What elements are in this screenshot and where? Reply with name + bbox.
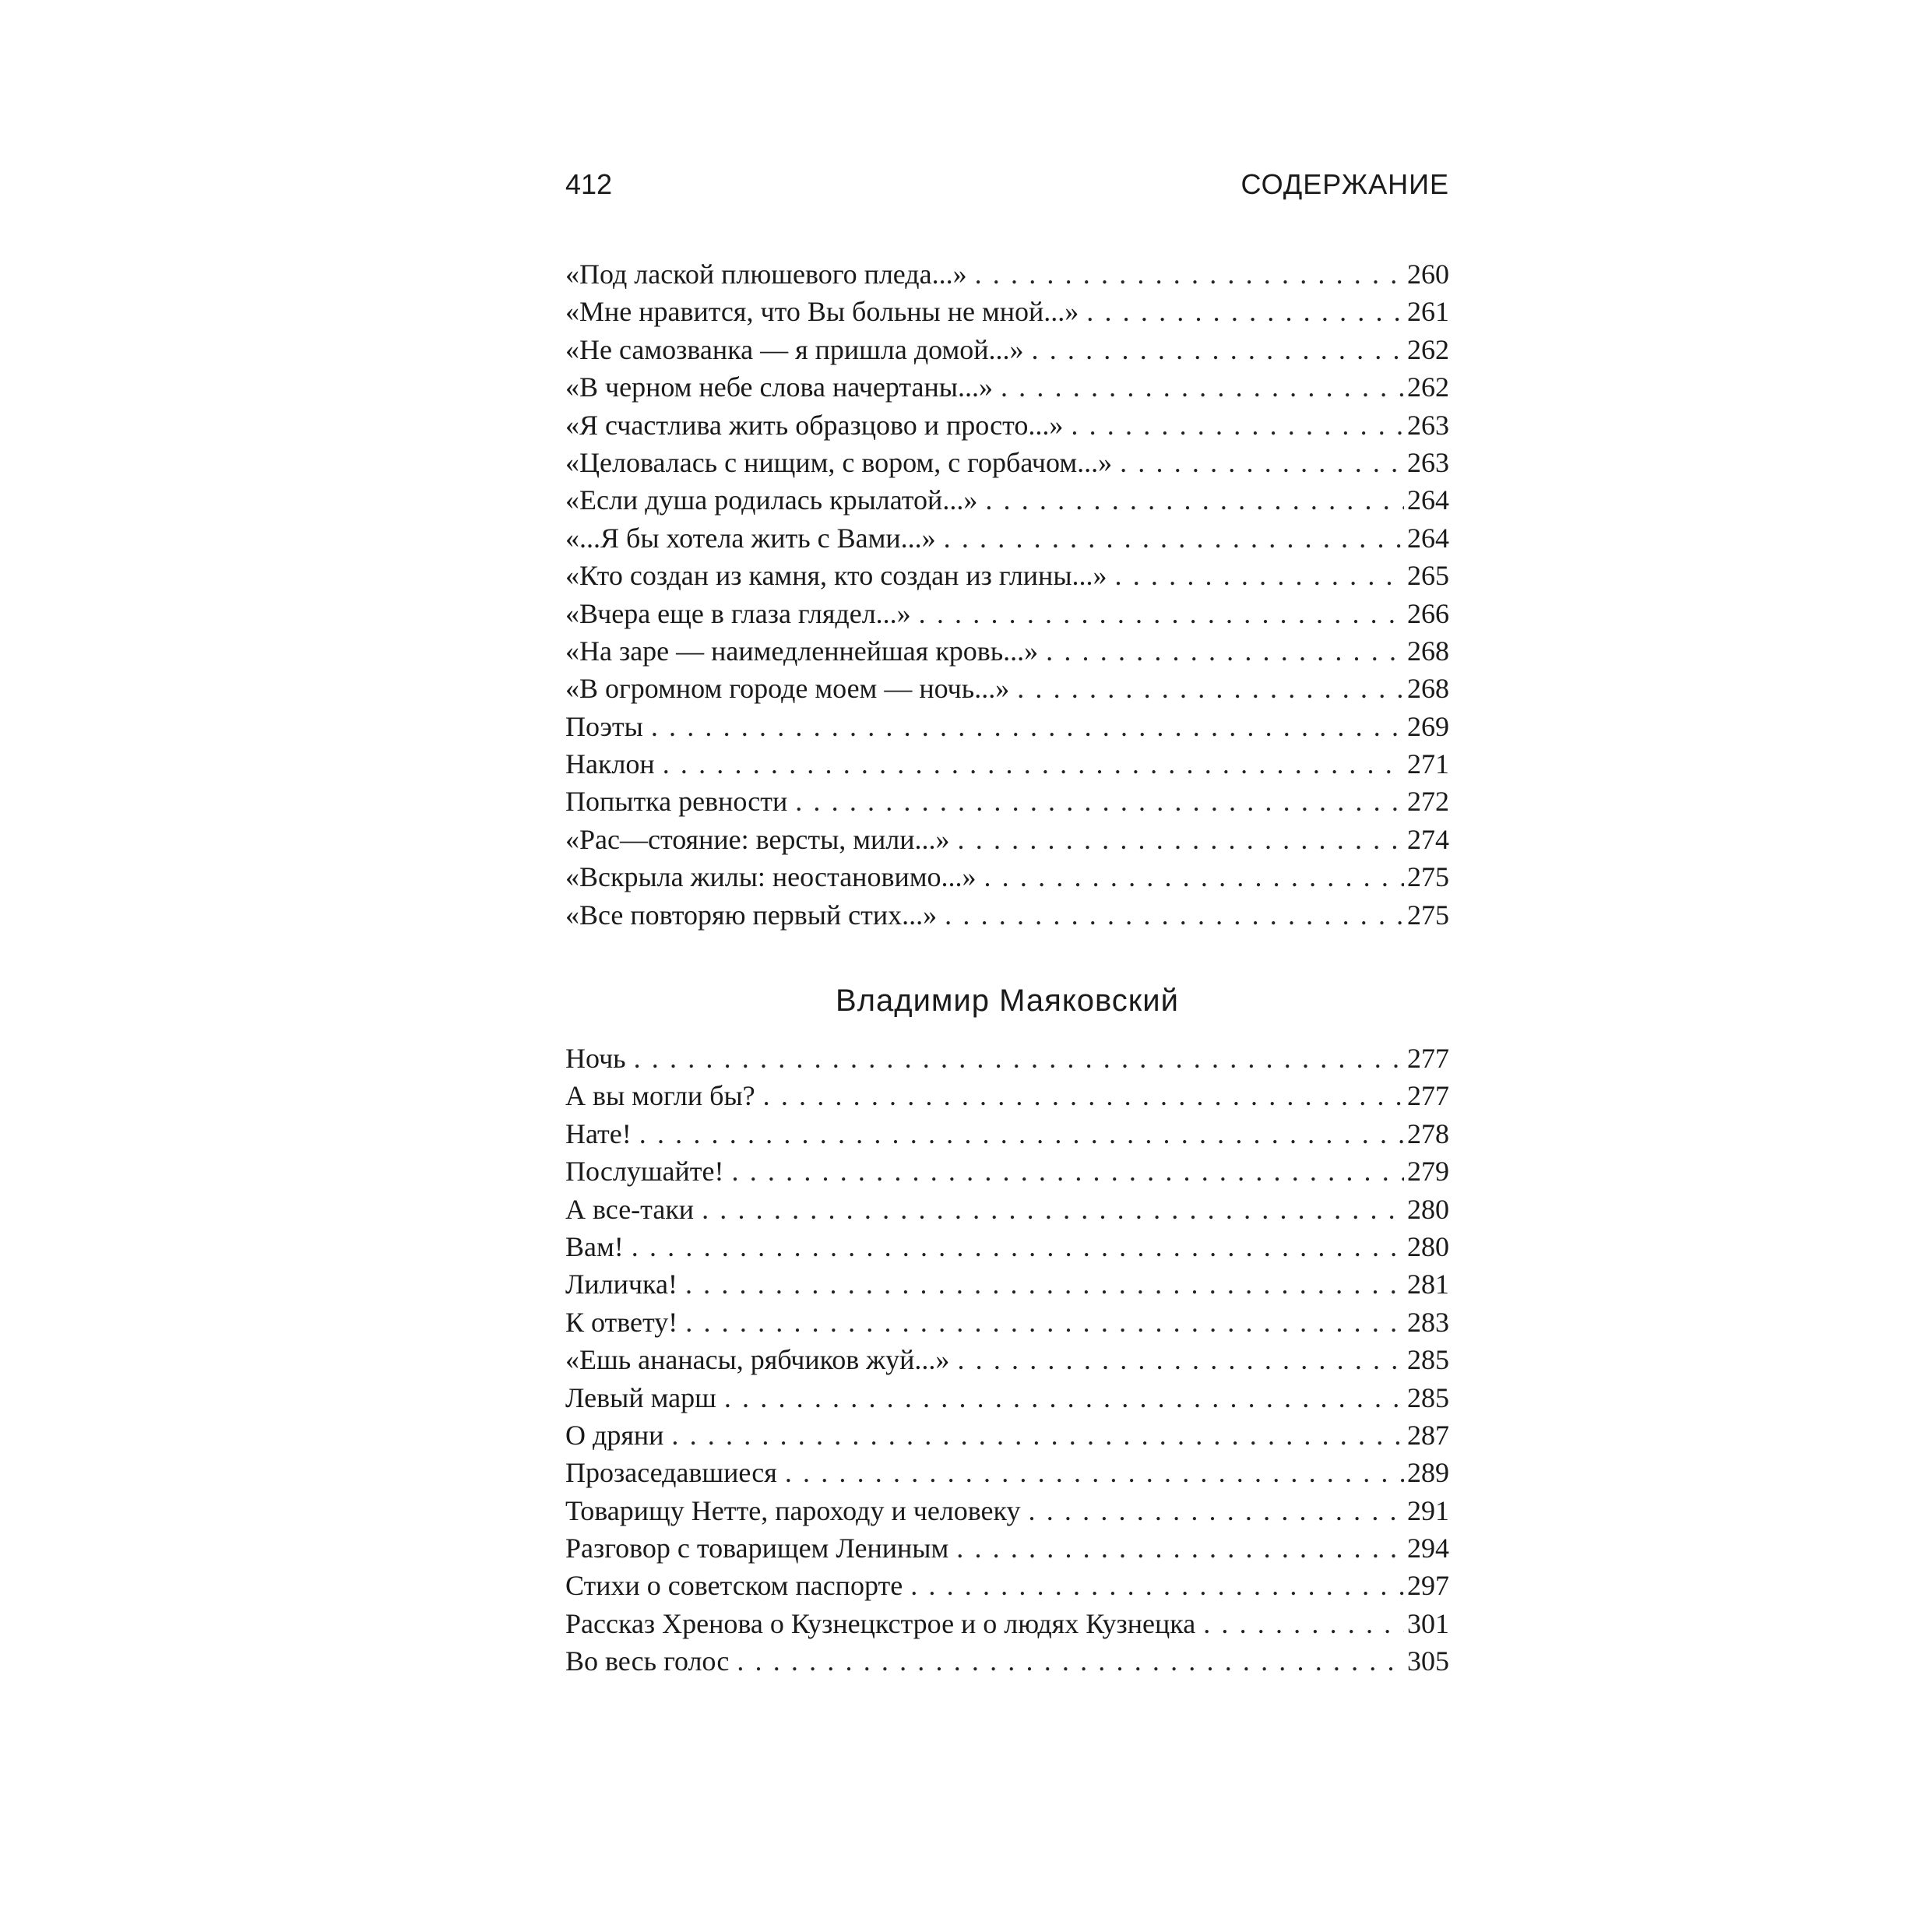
toc-entry-title: Рассказ Хренова о Кузнецкстрое и о людях Кузнецка [565,1607,1196,1639]
toc-entry-page: 281 [1407,1269,1449,1300]
page-number: 412 [565,168,613,200]
toc-entry-title: О дряни [565,1419,664,1451]
toc-entry-title: Поэты [565,710,643,742]
toc-entry-title: Послушайте! [565,1156,724,1188]
toc-entry [565,708,1449,745]
toc-entry [565,783,1449,820]
toc-entry-page: 277 [1407,1043,1449,1074]
toc-entry [565,1341,1449,1378]
toc-entry-title: «Целовалась с нищим, с вором, с горбачом...» [565,446,1113,478]
toc-entry-title: Левый марш [565,1381,716,1413]
dot-leader [785,1454,1404,1491]
dot-leader [795,783,1404,820]
dot-leader [1046,632,1404,670]
dot-leader [1120,444,1404,481]
toc-entry-title: «Я счастлива жить образцово и просто...» [565,409,1064,441]
dot-leader [1029,1492,1404,1529]
toc-entry-title: Попытка ревности [565,786,788,818]
toc-entry-title: Товарищу Нетте, пароходу и человеку [565,1494,1021,1526]
toc-entry-page: 280 [1407,1230,1449,1262]
toc-entry [565,1605,1449,1642]
dot-leader [958,821,1404,858]
toc-entry [565,1379,1449,1416]
toc-entry-page: 263 [1407,446,1449,478]
toc-entry [565,1416,1449,1454]
toc-entry-title: К ответу! [565,1306,678,1338]
toc-entry-page: 262 [1407,333,1449,365]
toc-entry-title: А все-таки [565,1193,695,1225]
toc-entry-title: Нате! [565,1117,632,1149]
toc-entry [565,858,1449,896]
dot-leader [639,1115,1404,1153]
dot-leader [685,1304,1404,1341]
toc-entry-title: «...Я бы хотела жить с Вами...» [565,522,936,554]
toc-entry [565,595,1449,632]
toc-entry [565,255,1449,293]
dot-leader [702,1191,1404,1228]
toc-entry [565,1077,1449,1114]
toc-entry-title: «Если душа родилась крылатой...» [565,484,978,516]
dot-leader [651,708,1404,745]
toc-entry-title: «В черном небе слова начертаны...» [565,371,993,403]
toc-entry-page: 283 [1407,1306,1449,1338]
dot-leader [945,896,1404,934]
toc-entry-page: 275 [1407,899,1449,931]
toc-entry-title: Вам! [565,1230,624,1262]
toc-entry [565,1567,1449,1604]
toc-entry [565,1228,1449,1265]
toc-entry-page: 275 [1407,861,1449,893]
dot-leader [1001,368,1404,406]
toc-entry [565,1153,1449,1190]
toc-entry-title: Разговор с товарищем Лениным [565,1533,949,1564]
dot-leader [910,1567,1404,1604]
toc-entry [565,1529,1449,1567]
toc-entry [565,745,1449,783]
toc-entry-title: «В огромном городе моем — ночь...» [565,673,1010,705]
dot-leader [1203,1605,1404,1642]
toc-entry [565,1492,1449,1529]
dot-leader [671,1416,1404,1454]
toc-entry [565,1304,1449,1341]
toc-entry-title: «Кто создан из камня, кто создан из глины...» [565,560,1107,592]
toc-entry-page: 305 [1407,1645,1449,1677]
toc-entry-page: 264 [1407,522,1449,554]
toc-entry [565,1454,1449,1491]
toc-entry-page: 260 [1407,259,1449,290]
section-heading: Владимир Маяковский [835,984,1179,1018]
dot-leader [985,481,1404,519]
page-header [565,165,1449,204]
toc-entry [565,444,1449,481]
dot-leader [975,255,1404,293]
toc-entry [565,821,1449,858]
dot-leader [1071,406,1404,444]
toc-entry-page: 294 [1407,1533,1449,1564]
dot-leader [737,1642,1404,1680]
toc-entry-page: 277 [1407,1080,1449,1112]
toc-entry [565,331,1449,368]
running-title: СОДЕРЖАНИЕ [1240,168,1449,200]
toc-entry-page: 264 [1407,484,1449,516]
toc-entry-page: 285 [1407,1381,1449,1413]
toc-entry-title: А вы могли бы? [565,1080,755,1112]
toc-entry-page: 297 [1407,1570,1449,1602]
toc-entry-page: 263 [1407,409,1449,441]
toc-entry-page: 262 [1407,371,1449,403]
dot-leader [1017,670,1404,707]
toc-entry-title: Во весь голос [565,1645,730,1677]
toc-entry [565,1115,1449,1153]
toc-entry-page: 287 [1407,1419,1449,1451]
dot-leader [632,1228,1404,1265]
toc-entry [565,1040,1449,1077]
toc-entry [565,896,1449,934]
toc-entry-title: «Вскрыла жилы: неостановимо...» [565,861,977,893]
toc-entry-title: «Ешь ананасы, рябчиков жуй...» [565,1344,950,1376]
toc-entry-page: 271 [1407,748,1449,780]
toc-entry-title: Прозаседавшиеся [565,1457,777,1489]
toc-entry-title: Ночь [565,1043,626,1074]
toc-list-bottom [565,1040,1449,1680]
toc-entry-title: «Не самозванка — я пришла домой...» [565,333,1024,365]
dot-leader [732,1153,1404,1190]
dot-leader [956,1529,1404,1567]
toc-entry-title: Наклон [565,748,655,780]
toc-entry-page: 285 [1407,1344,1449,1376]
toc-entry-page: 278 [1407,1117,1449,1149]
toc-entry-page: 274 [1407,823,1449,855]
dot-leader [944,519,1404,557]
dot-leader [1032,331,1405,368]
toc-entry-page: 291 [1407,1494,1449,1526]
toc-entry-title: «Мне нравится, что Вы больны не мной...» [565,296,1079,328]
toc-entry-page: 269 [1407,710,1449,742]
dot-leader [685,1265,1404,1303]
toc-entry-page: 261 [1407,296,1449,328]
dot-leader [634,1040,1404,1077]
dot-leader [957,1341,1404,1378]
dot-leader [663,745,1404,783]
toc-entry-title: Лиличка! [565,1269,677,1300]
toc-entry [565,293,1449,330]
toc-entry-title: «На заре — наимедленнейшая кровь...» [565,635,1039,667]
toc-entry-title: «Вчера еще в глаза глядел...» [565,597,911,629]
toc-entry-page: 268 [1407,635,1449,667]
toc-entry-page: 268 [1407,673,1449,705]
toc-entry [565,481,1449,519]
dot-leader [1115,557,1404,594]
toc-entry-title: «Под лаской плюшевого пледа...» [565,259,967,290]
toc-entry [565,1265,1449,1303]
toc-entry-title: «Рас—стояние: версты, мили...» [565,823,950,855]
toc-entry-title: Стихи о советском паспорте [565,1570,903,1602]
toc-entry-page: 279 [1407,1156,1449,1188]
toc-entry [565,557,1449,594]
dot-leader [763,1077,1404,1114]
toc-entry-page: 272 [1407,786,1449,818]
dot-leader [919,595,1404,632]
toc-entry-title: «Все повторяю первый стих...» [565,899,938,931]
toc-entry [565,1642,1449,1680]
dot-leader [1086,293,1404,330]
dot-leader [984,858,1404,896]
toc-entry-page: 280 [1407,1193,1449,1225]
toc-entry [565,1191,1449,1228]
toc-entry-page: 266 [1407,597,1449,629]
dot-leader [724,1379,1404,1416]
toc-entry [565,406,1449,444]
toc-entry-page: 289 [1407,1457,1449,1489]
toc-entry [565,632,1449,670]
toc-entry [565,368,1449,406]
toc-entry [565,670,1449,707]
toc-list-top [565,255,1449,934]
toc-entry-page: 301 [1407,1607,1449,1639]
toc-entry-page: 265 [1407,560,1449,592]
toc-entry [565,519,1449,557]
